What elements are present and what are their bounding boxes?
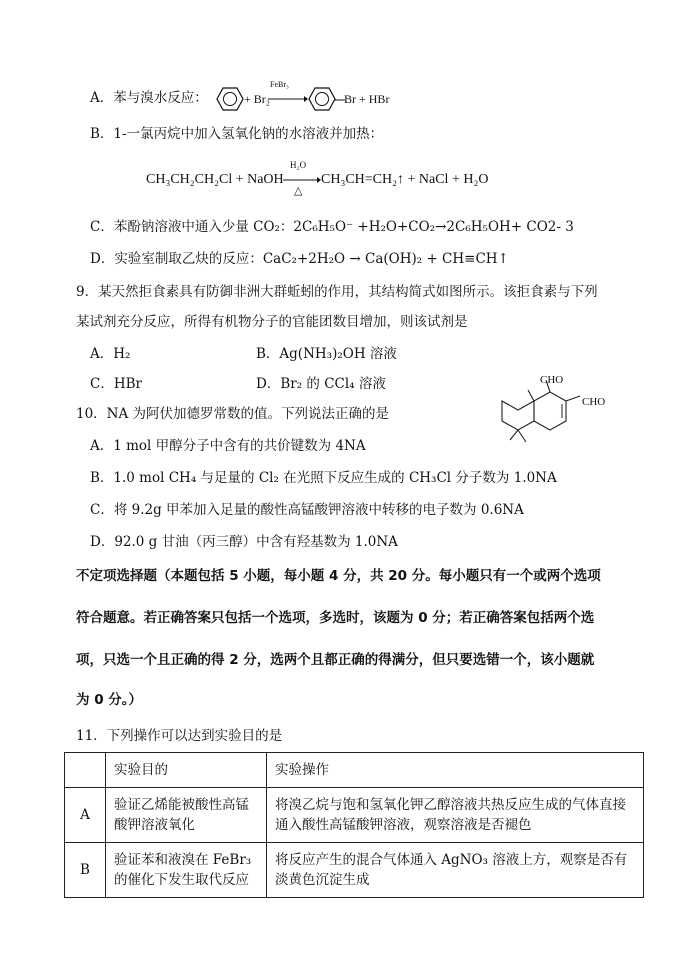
struct-cho-label-2: CHO: [582, 396, 606, 408]
benzene-ring-icon: [216, 87, 244, 111]
reaction-arrow-icon: [268, 95, 308, 103]
q10-option-c: C．将 9.2g 甲苯加入足量的酸性高锰酸钾溶液中转移的电子数为 0.6NA: [90, 502, 524, 518]
table-row: [65, 843, 644, 898]
table-header-cell: 实验操作: [267, 753, 644, 788]
section-instructions-line4: 为 0 分。）: [76, 692, 143, 708]
q8-a-catalyst: FeBr₃: [270, 80, 289, 89]
q10-stem: 10．NA 为阿伏加德罗常数的值。下列说法正确的是: [76, 406, 390, 422]
row-operation: 将溴乙烷与饱和氢氧化钾乙醇溶液共热反应生成的气体直接通入酸性高锰酸钾溶液，观察溶液是否褪色: [267, 788, 644, 843]
q9-stem-line2: 某试剂充分反应，所得有机物分子的官能团数目增加，则该试剂是: [76, 314, 468, 330]
q8-option-c: C．苯酚钠溶液中通入少量 CO₂：2C₆H₅O⁻ +H₂O+CO₂→2C₆H₅OH+ CO2- 3: [90, 219, 574, 235]
q8-option-d: D．实验室制取乙炔的反应：CaC₂+2H₂O → Ca(OH)₂ + CH≡CH↑: [90, 251, 509, 267]
q9-option-d: D．Br₂ 的 CCl₄ 溶液: [256, 376, 386, 392]
q8-b-condition-above: H₂O: [290, 160, 307, 170]
q11-table: [64, 752, 644, 898]
row-operation: 将反应产生的混合气体通入 AgNO₃ 溶液上方，观察是否有淡黄色沉淀生成: [267, 843, 644, 898]
row-label: A: [65, 788, 106, 843]
table-header-row: [65, 753, 644, 788]
benzene-ring-product-icon: [308, 87, 336, 111]
section-instructions-line3: 项，只选一个且正确的得 2 分，选两个且都正确的得满分，但只要选错一个，该小题就: [76, 652, 595, 668]
q9-option-a: A．H₂: [90, 346, 131, 362]
q10-option-d: D．92.0 g 甘油（丙三醇）中含有羟基数为 1.0NA: [90, 534, 398, 550]
struct-cho-label-1: CHO: [540, 374, 564, 386]
table-row: [65, 788, 644, 843]
q8-b-equation-left: CH₃CH₂CH₂Cl + NaOH: [146, 172, 284, 187]
q8-option-a-prefix: A．苯与溴水反应：: [90, 90, 208, 106]
section-instructions-line2: 符合题意。若正确答案只包括一个选项，多选时，该题为 0 分；若正确答案包括两个选: [76, 610, 595, 626]
table-header-cell: 实验目的: [106, 753, 267, 788]
row-purpose: 验证乙烯能被酸性高锰酸钾溶液氧化: [106, 788, 267, 843]
q8-a-products: Br + HBr: [344, 92, 390, 106]
q9-option-b: B．Ag(NH₃)₂OH 溶液: [256, 346, 397, 362]
q9-stem-line1: 9．某天然拒食素具有防御非洲大群蚯蚓的作用，其结构简式如图所示。该拒食素与下列: [76, 284, 598, 300]
reaction-arrow-icon: [283, 176, 321, 184]
q8-b-condition-below: △: [294, 185, 303, 197]
q8-option-b: B．1-一氯丙烷中加入氢氧化钠的水溶液并加热：: [90, 126, 384, 142]
row-purpose: 验证苯和液溴在 FeBr₃ 的催化下发生取代反应: [106, 843, 267, 898]
section-instructions-line1: 不定项选择题（本题包括 5 小题，每小题 4 分，共 20 分。每小题只有一个或两个选项: [76, 568, 601, 584]
q10-option-a: A．1 mol 甲醇分子中含有的共价键数为 4NA: [90, 438, 366, 454]
q10-option-b: B．1.0 mol CH₄ 与足量的 Cl₂ 在光照下反应生成的 CH₃Cl 分子数为 1.0NA: [90, 470, 557, 486]
q11-stem: 11．下列操作可以达到实验目的是: [76, 728, 283, 744]
q9-option-c: C．HBr: [90, 376, 142, 392]
row-label: B: [65, 843, 106, 898]
q8-b-equation-right: CH₃CH=CH₂↑ + NaCl + H₂O: [321, 172, 489, 187]
q8-a-br2: + Br₂: [244, 92, 270, 106]
table-header-cell: [65, 753, 106, 788]
